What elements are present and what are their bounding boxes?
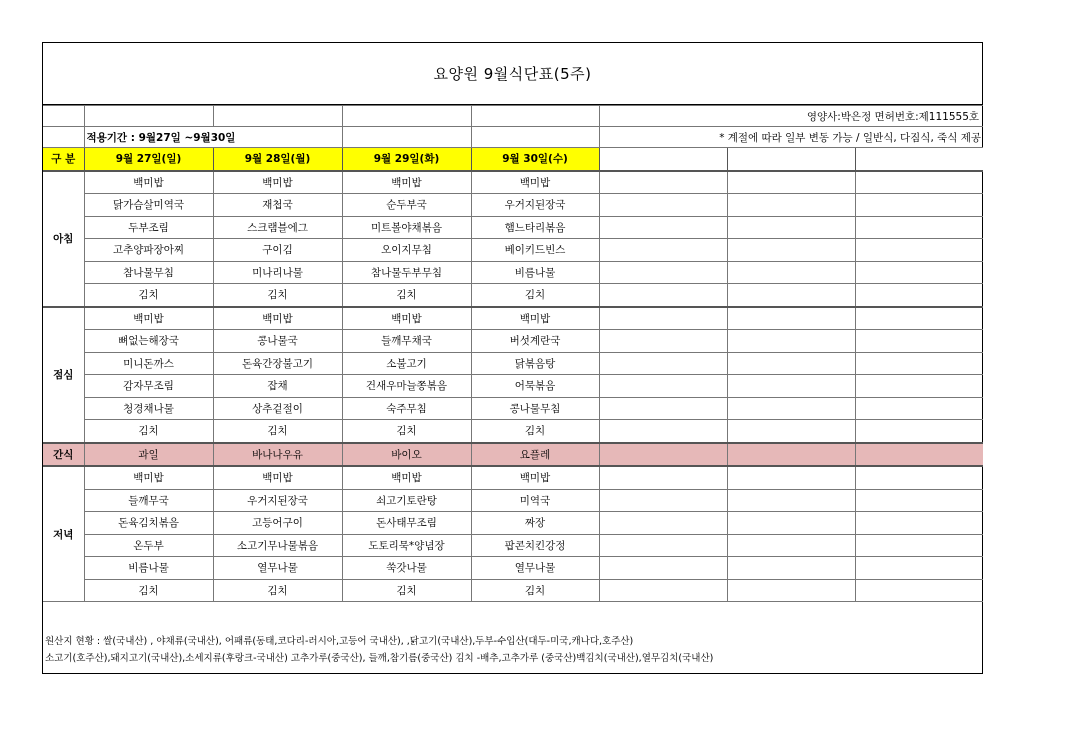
menu-item: 소불고기	[342, 352, 471, 375]
empty-cell[interactable]	[599, 420, 727, 443]
header-empty[interactable]	[727, 148, 855, 171]
menu-item: 스크램블에그	[213, 216, 342, 239]
empty-cell[interactable]	[727, 330, 855, 353]
empty-cell[interactable]	[727, 216, 855, 239]
lunch-label: 점심	[43, 307, 84, 443]
menu-item: 상추겉절이	[213, 397, 342, 420]
menu-item: 콩나물국	[213, 330, 342, 353]
menu-item: 미니돈까스	[84, 352, 213, 375]
menu-item: 온두부	[84, 534, 213, 557]
snack-item: 요플레	[471, 443, 599, 467]
dinner-row	[43, 512, 983, 535]
menu-table	[43, 105, 983, 602]
origin-line: 소고기(호주산),돼지고기(국내산),소세지류(후랑크-국내산) 고추가루(중국산), 들깨,참기름(중국산) 김치 -배추,고추가루 (중국산)백김치(국내산),열무김치(국내산)	[45, 653, 714, 664]
menu-item: 김치	[342, 284, 471, 307]
cell[interactable]	[471, 127, 599, 148]
menu-item: 쑥갓나물	[342, 557, 471, 580]
period-text: 적용기간 : 9월27일 ~9월30일	[84, 127, 342, 148]
menu-item: 돈육김치볶음	[84, 512, 213, 535]
menu-item: 비름나물	[471, 261, 599, 284]
breakfast-row	[43, 216, 983, 239]
info-row	[43, 106, 983, 127]
page-title: 요양원 9월식단표(5주)	[43, 43, 982, 105]
menu-item: 미역국	[471, 489, 599, 512]
cell[interactable]	[43, 106, 84, 127]
header-day: 9월 27일(일)	[84, 148, 213, 171]
empty-cell[interactable]	[599, 239, 727, 262]
empty-cell[interactable]	[727, 284, 855, 307]
lunch-row	[43, 397, 983, 420]
empty-cell[interactable]	[727, 579, 855, 602]
dinner-row	[43, 466, 983, 489]
empty-cell[interactable]	[855, 420, 983, 443]
empty-cell[interactable]	[599, 512, 727, 535]
dinner-row	[43, 489, 983, 512]
menu-sheet	[42, 42, 983, 674]
empty-cell[interactable]	[727, 534, 855, 557]
menu-item: 건새우마늘쫑볶음	[342, 375, 471, 398]
menu-item: 재첩국	[213, 194, 342, 217]
menu-item: 미나리나물	[213, 261, 342, 284]
empty-cell[interactable]	[599, 443, 727, 467]
menu-item: 순두부국	[342, 194, 471, 217]
dinner-row	[43, 534, 983, 557]
menu-item: 고추양파장아찌	[84, 239, 213, 262]
cell[interactable]	[43, 127, 84, 148]
empty-cell[interactable]	[599, 579, 727, 602]
menu-item: 숙주무침	[342, 397, 471, 420]
empty-cell[interactable]	[599, 261, 727, 284]
period-row	[43, 127, 983, 148]
empty-cell[interactable]	[727, 375, 855, 398]
menu-item: 백미밥	[84, 307, 213, 330]
menu-item: 미트볼야채볶음	[342, 216, 471, 239]
empty-cell[interactable]	[855, 375, 983, 398]
empty-cell[interactable]	[855, 534, 983, 557]
empty-cell[interactable]	[727, 352, 855, 375]
menu-item: 김치	[84, 420, 213, 443]
menu-item: 백미밥	[213, 307, 342, 330]
menu-item: 닭가슴살미역국	[84, 194, 213, 217]
empty-cell[interactable]	[727, 443, 855, 467]
menu-item: 백미밥	[342, 466, 471, 489]
menu-item: 뼈없는해장국	[84, 330, 213, 353]
cell[interactable]	[84, 106, 213, 127]
header-empty[interactable]	[855, 148, 983, 171]
empty-cell[interactable]	[599, 466, 727, 489]
menu-item: 김치	[342, 420, 471, 443]
menu-item: 청경채나물	[84, 397, 213, 420]
origin-line: 원산지 현황 : 쌀(국내산) , 야채류(국내산), 어패류(동태,코다리-러시아,고등어 국내산), ,닭고기(국내산),두부-수입산(대두-미국,캐나다,호주산)	[45, 636, 634, 647]
empty-cell[interactable]	[599, 397, 727, 420]
dietitian-info: 영양사:박은정 면허번호:제111555호	[599, 106, 983, 127]
empty-cell[interactable]	[599, 216, 727, 239]
empty-cell[interactable]	[727, 261, 855, 284]
lunch-row	[43, 352, 983, 375]
breakfast-row	[43, 239, 983, 262]
menu-item: 백미밥	[471, 466, 599, 489]
menu-item: 고등어구이	[213, 512, 342, 535]
empty-cell[interactable]	[599, 194, 727, 217]
menu-item: 김치	[213, 579, 342, 602]
empty-cell[interactable]	[855, 239, 983, 262]
menu-item: 김치	[84, 284, 213, 307]
breakfast-row	[43, 284, 983, 307]
empty-cell[interactable]	[599, 534, 727, 557]
header-day: 9월 28일(월)	[213, 148, 342, 171]
menu-item: 백미밥	[342, 171, 471, 194]
note-text: * 계절에 따라 일부 변동 가능 / 일반식, 다짐식, 죽식 제공	[599, 127, 983, 148]
empty-cell[interactable]	[855, 443, 983, 467]
header-empty[interactable]	[599, 148, 727, 171]
menu-item: 닭볶음탕	[471, 352, 599, 375]
menu-item: 김치	[471, 420, 599, 443]
cell[interactable]	[471, 106, 599, 127]
menu-item: 백미밥	[84, 466, 213, 489]
breakfast-row	[43, 171, 983, 194]
snack-item: 바나나우유	[213, 443, 342, 467]
menu-item: 열무나물	[213, 557, 342, 580]
empty-cell[interactable]	[599, 330, 727, 353]
dinner-row	[43, 557, 983, 580]
header-day: 9월 29일(화)	[342, 148, 471, 171]
menu-item: 들깨무국	[84, 489, 213, 512]
empty-cell[interactable]	[727, 512, 855, 535]
empty-cell[interactable]	[855, 466, 983, 489]
menu-item: 김치	[471, 284, 599, 307]
dinner-row	[43, 579, 983, 602]
menu-item: 김치	[84, 579, 213, 602]
header-label: 구 분	[43, 148, 84, 171]
empty-cell[interactable]	[855, 171, 983, 194]
menu-item: 김치	[471, 579, 599, 602]
menu-item: 백미밥	[342, 307, 471, 330]
menu-item: 콩나물무침	[471, 397, 599, 420]
empty-cell[interactable]	[727, 171, 855, 194]
menu-item: 햄느타리볶음	[471, 216, 599, 239]
empty-cell[interactable]	[727, 489, 855, 512]
menu-item: 쇠고기토란탕	[342, 489, 471, 512]
lunch-row	[43, 375, 983, 398]
empty-cell[interactable]	[727, 420, 855, 443]
snack-item: 바이오	[342, 443, 471, 467]
menu-item: 감자무조림	[84, 375, 213, 398]
empty-cell[interactable]	[855, 512, 983, 535]
menu-item: 백미밥	[471, 171, 599, 194]
header-day: 9월 30일(수)	[471, 148, 599, 171]
cell[interactable]	[213, 106, 342, 127]
empty-cell[interactable]	[855, 397, 983, 420]
snack-item: 과일	[84, 443, 213, 467]
empty-cell[interactable]	[727, 194, 855, 217]
menu-item: 참나물무침	[84, 261, 213, 284]
empty-cell[interactable]	[855, 489, 983, 512]
empty-cell[interactable]	[727, 557, 855, 580]
menu-item: 팝콘치킨강정	[471, 534, 599, 557]
cell[interactable]	[342, 127, 471, 148]
snack-row	[43, 443, 983, 467]
empty-cell[interactable]	[855, 284, 983, 307]
empty-cell[interactable]	[855, 352, 983, 375]
empty-cell[interactable]	[727, 239, 855, 262]
menu-item: 김치	[213, 284, 342, 307]
lunch-row	[43, 307, 983, 330]
menu-item: 잡채	[213, 375, 342, 398]
empty-cell[interactable]	[855, 579, 983, 602]
lunch-row	[43, 420, 983, 443]
empty-cell[interactable]	[599, 352, 727, 375]
menu-item: 돈육간장불고기	[213, 352, 342, 375]
menu-item: 돈사태무조림	[342, 512, 471, 535]
menu-item: 베이키드빈스	[471, 239, 599, 262]
empty-cell[interactable]	[855, 330, 983, 353]
menu-item: 백미밥	[471, 307, 599, 330]
menu-item: 구이김	[213, 239, 342, 262]
menu-item: 도토리묵*양념장	[342, 534, 471, 557]
menu-item: 김치	[342, 579, 471, 602]
menu-item: 김치	[213, 420, 342, 443]
empty-cell[interactable]	[855, 216, 983, 239]
menu-item: 백미밥	[213, 171, 342, 194]
empty-cell[interactable]	[599, 557, 727, 580]
empty-cell[interactable]	[855, 557, 983, 580]
menu-item: 들깨무채국	[342, 330, 471, 353]
menu-item: 짜장	[471, 512, 599, 535]
empty-cell[interactable]	[599, 284, 727, 307]
menu-item: 어묵볶음	[471, 375, 599, 398]
snack-label: 간식	[43, 443, 84, 467]
menu-item: 두부조림	[84, 216, 213, 239]
menu-item: 백미밥	[213, 466, 342, 489]
breakfast-row	[43, 261, 983, 284]
menu-item: 오이지무침	[342, 239, 471, 262]
origin-footer	[43, 633, 985, 667]
menu-item: 버섯계란국	[471, 330, 599, 353]
empty-cell[interactable]	[599, 489, 727, 512]
dinner-label: 저녁	[43, 466, 84, 602]
lunch-row	[43, 330, 983, 353]
empty-cell[interactable]	[727, 307, 855, 330]
breakfast-row	[43, 194, 983, 217]
empty-cell[interactable]	[599, 307, 727, 330]
menu-item: 비름나물	[84, 557, 213, 580]
empty-cell[interactable]	[599, 375, 727, 398]
empty-cell[interactable]	[599, 171, 727, 194]
header-row	[43, 148, 983, 171]
empty-cell[interactable]	[855, 261, 983, 284]
menu-item: 참나물두부무침	[342, 261, 471, 284]
empty-cell[interactable]	[727, 466, 855, 489]
cell[interactable]	[342, 106, 471, 127]
menu-item: 우거지된장국	[213, 489, 342, 512]
empty-cell[interactable]	[855, 194, 983, 217]
menu-item: 열무나물	[471, 557, 599, 580]
breakfast-label: 아침	[43, 171, 84, 307]
empty-cell[interactable]	[855, 307, 983, 330]
menu-item: 우거지된장국	[471, 194, 599, 217]
empty-cell[interactable]	[727, 397, 855, 420]
menu-item: 소고기무나물볶음	[213, 534, 342, 557]
menu-item: 백미밥	[84, 171, 213, 194]
